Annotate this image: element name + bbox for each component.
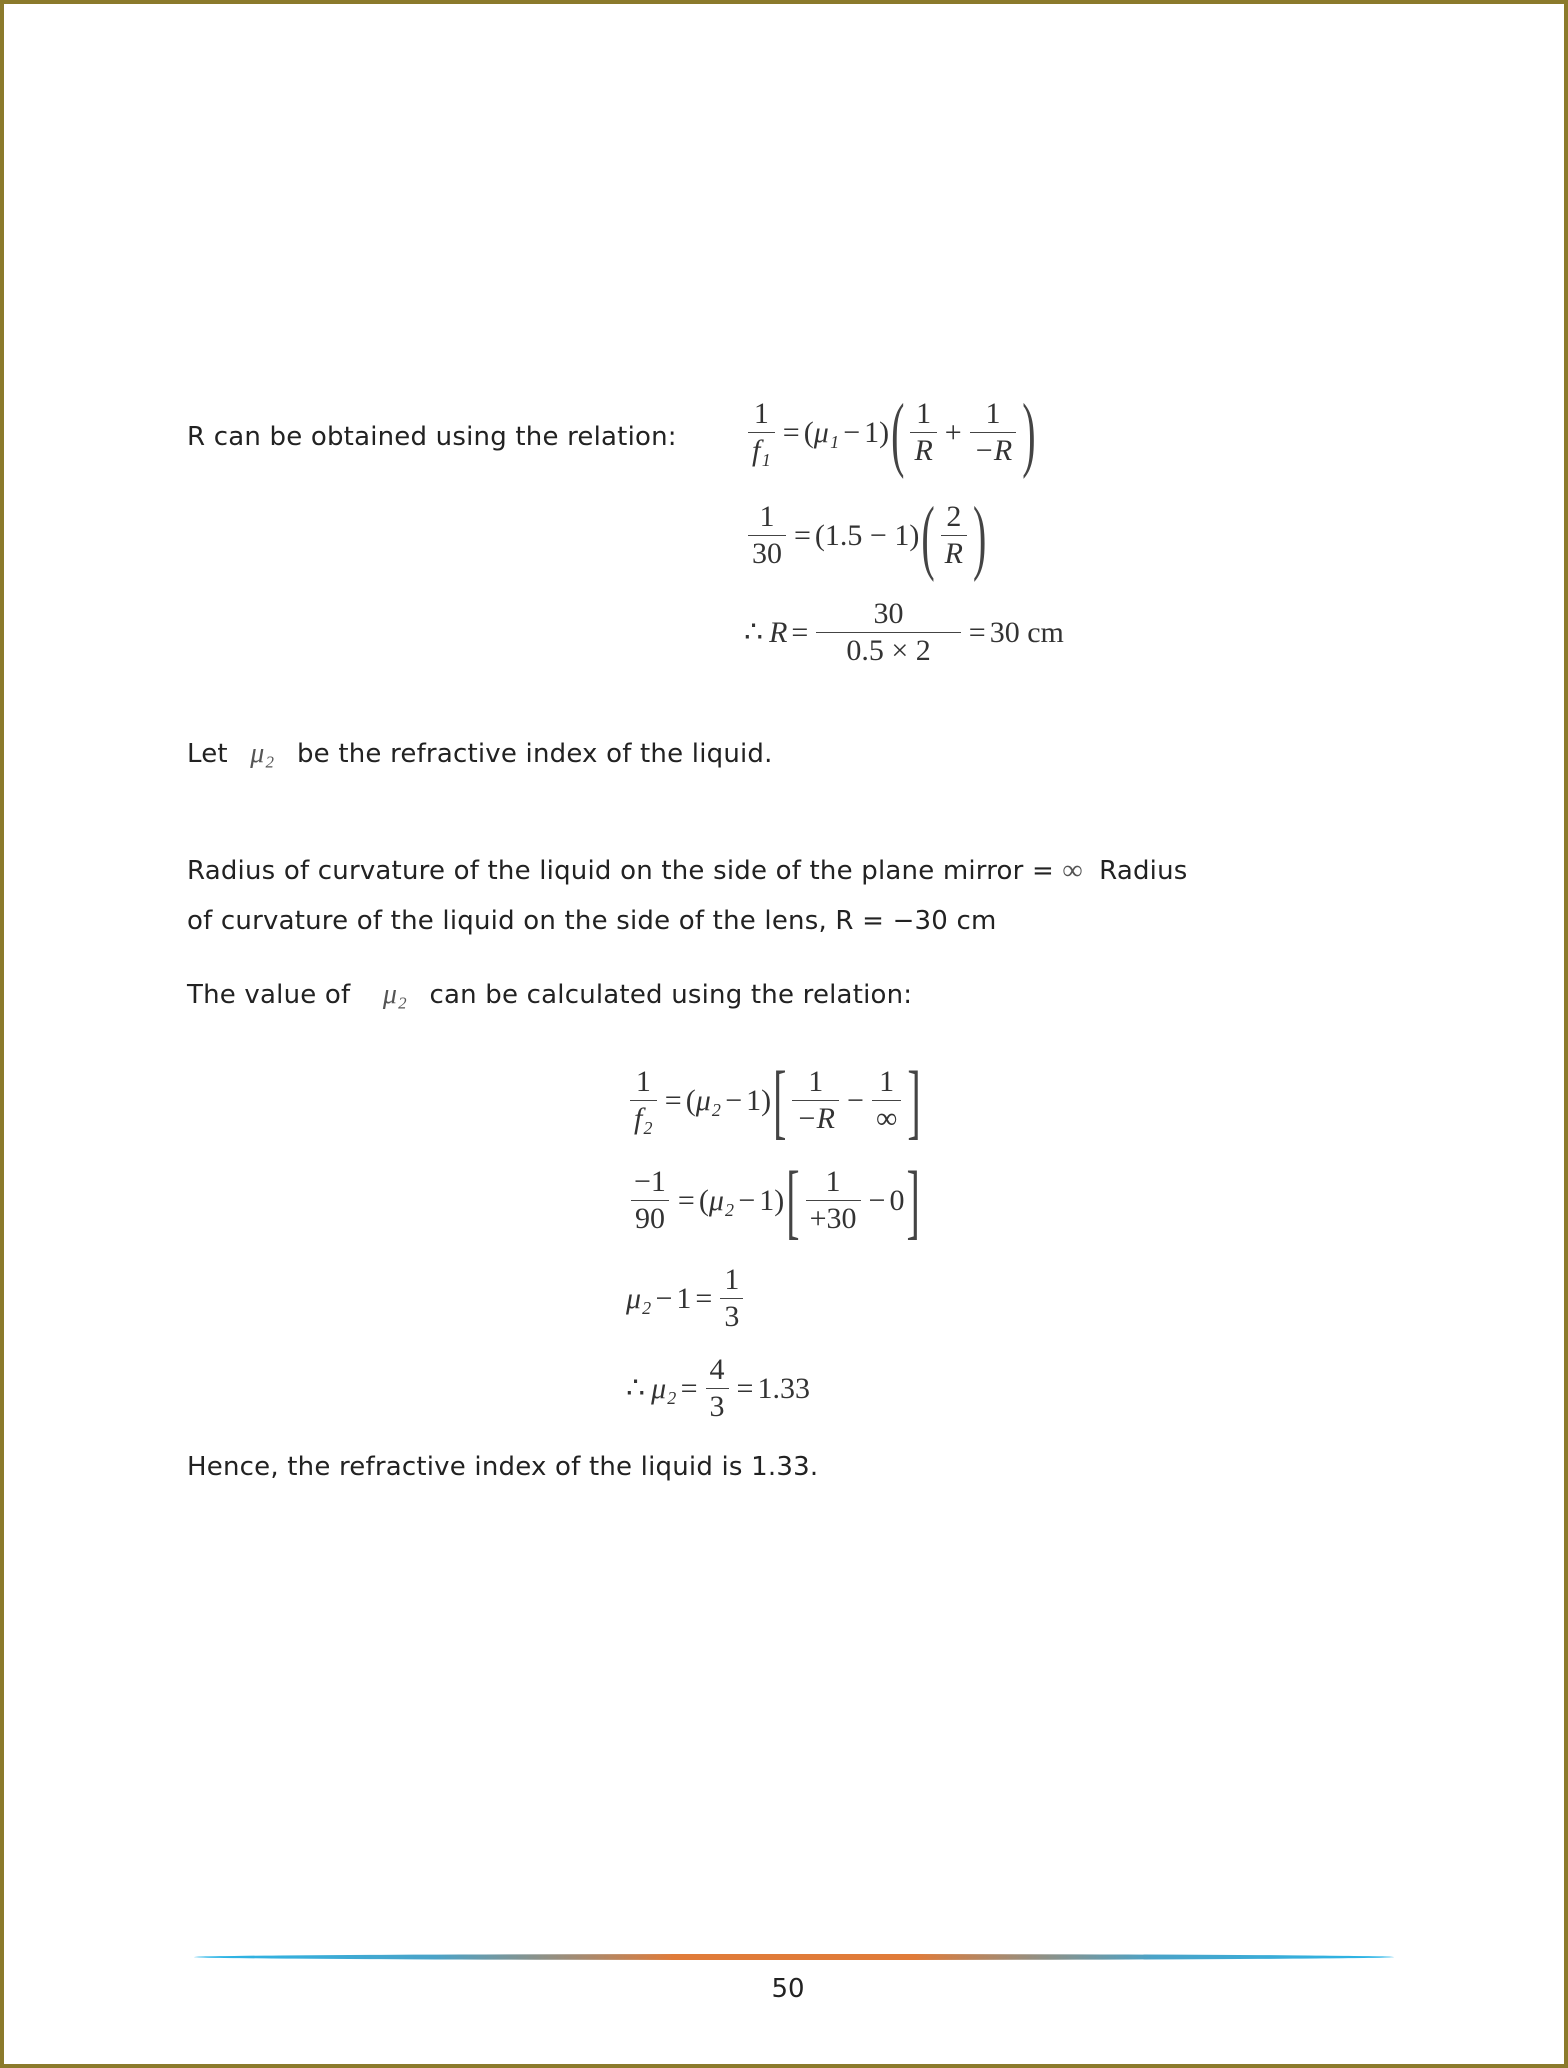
value-statement bbox=[187, 979, 912, 1011]
big-paren: ) bbox=[972, 488, 987, 583]
minus: − bbox=[847, 1083, 864, 1117]
big-paren: ) bbox=[1022, 385, 1036, 480]
numerator: 1 bbox=[916, 397, 932, 430]
big-bracket: ] bbox=[907, 1053, 921, 1148]
page-number: 50 bbox=[771, 1974, 805, 2004]
mu-symbol: μ₂ bbox=[695, 1083, 722, 1117]
equals: = bbox=[782, 415, 800, 449]
mu-symbol: μ₂ bbox=[626, 1281, 652, 1315]
text: be the refractive index of the liquid. bbox=[296, 739, 773, 769]
radius-line-1 bbox=[187, 855, 1188, 887]
equals: = bbox=[968, 615, 986, 649]
equation-liquid-substitution bbox=[626, 1153, 922, 1248]
denominator: +30 bbox=[806, 1200, 861, 1237]
fraction bbox=[792, 1064, 839, 1137]
mu-symbol: μ₂ bbox=[382, 979, 408, 1010]
big-bracket: [ bbox=[786, 1153, 800, 1248]
equation-liquid-lens bbox=[626, 1053, 923, 1148]
denominator: 30 bbox=[748, 535, 786, 572]
result: 30 cm bbox=[989, 615, 1064, 649]
fraction bbox=[630, 1164, 670, 1237]
fraction bbox=[720, 1262, 743, 1335]
therefore-symbol: ∴ bbox=[744, 616, 764, 649]
fraction bbox=[941, 499, 967, 572]
fraction bbox=[872, 1064, 901, 1137]
equals: = bbox=[677, 1183, 695, 1217]
footer-divider bbox=[194, 1954, 1394, 1960]
denominator: 0.5 × 2 bbox=[816, 632, 960, 669]
minus: − bbox=[843, 415, 861, 449]
one: 1 bbox=[676, 1281, 692, 1315]
paren: ) bbox=[774, 1183, 785, 1217]
equals: = bbox=[794, 518, 811, 552]
paren: ( bbox=[803, 415, 814, 449]
big-bracket: ] bbox=[906, 1153, 920, 1248]
mu-symbol: μ₁ bbox=[813, 415, 840, 449]
zero: 0 bbox=[889, 1183, 905, 1217]
fraction bbox=[630, 1064, 657, 1137]
denominator: 90 bbox=[631, 1200, 669, 1237]
big-paren: ( bbox=[891, 385, 905, 480]
equals: = bbox=[736, 1371, 754, 1405]
denominator: f₂ bbox=[630, 1100, 657, 1137]
one: 1 bbox=[746, 1083, 762, 1117]
numerator: −1 bbox=[634, 1165, 666, 1198]
denominator: 3 bbox=[706, 1388, 729, 1425]
radius-line-2: of curvature of the liquid on the side of the lens, R = −30 cm bbox=[187, 906, 997, 936]
denominator: f₁ bbox=[748, 432, 775, 469]
numerator: 1 bbox=[985, 397, 1001, 430]
fraction bbox=[748, 499, 786, 572]
fraction bbox=[806, 1164, 861, 1237]
result: 1.33 bbox=[757, 1371, 810, 1405]
equals: = bbox=[791, 615, 809, 649]
minus: − bbox=[655, 1281, 673, 1315]
let-statement bbox=[187, 738, 773, 770]
therefore-symbol: ∴ bbox=[626, 1372, 646, 1405]
equation-mu-result bbox=[626, 1352, 810, 1425]
numerator: 30 bbox=[873, 597, 904, 630]
denominator: −R bbox=[792, 1100, 839, 1137]
minus: − bbox=[738, 1183, 756, 1217]
minus: − bbox=[725, 1083, 743, 1117]
big-bracket: [ bbox=[773, 1053, 787, 1148]
mu-symbol: μ₂ bbox=[708, 1183, 735, 1217]
text: The value of bbox=[187, 980, 351, 1010]
conclusion-text: Hence, the refractive index of the liquid is 1.33. bbox=[187, 1452, 819, 1482]
text: can be calculated using the relation: bbox=[429, 980, 913, 1010]
one: 1 bbox=[864, 415, 880, 449]
fraction bbox=[816, 596, 960, 669]
denominator: 3 bbox=[720, 1298, 743, 1335]
numerator: 2 bbox=[946, 500, 962, 533]
denominator: R bbox=[941, 535, 967, 572]
equation-mu-minus-one bbox=[626, 1262, 747, 1335]
big-paren: ( bbox=[921, 488, 935, 583]
text: Radius of curvature of the liquid on the side of the plane mirror = bbox=[187, 856, 1055, 886]
denominator: −R bbox=[970, 432, 1017, 469]
numerator: 1 bbox=[808, 1065, 824, 1098]
text: Radius bbox=[1099, 856, 1188, 886]
numerator: 1 bbox=[753, 397, 769, 430]
paren: ) bbox=[879, 415, 890, 449]
numerator: 1 bbox=[724, 1263, 740, 1296]
equals: = bbox=[664, 1083, 682, 1117]
factor: (1.5 − 1) bbox=[814, 518, 920, 552]
fraction bbox=[970, 396, 1017, 469]
fraction bbox=[910, 396, 936, 469]
fraction bbox=[748, 396, 775, 469]
text: Let bbox=[187, 739, 228, 769]
equation-result-R bbox=[744, 596, 1064, 669]
numerator: 1 bbox=[635, 1065, 651, 1098]
paren: ) bbox=[761, 1083, 772, 1117]
numerator: 1 bbox=[759, 500, 775, 533]
minus: − bbox=[868, 1183, 886, 1217]
intro-text: R can be obtained using the relation: bbox=[187, 422, 677, 452]
denominator: R bbox=[910, 432, 936, 469]
numerator: 4 bbox=[709, 1353, 725, 1386]
paren: ( bbox=[698, 1183, 709, 1217]
equals: = bbox=[695, 1281, 713, 1315]
equation-substitution bbox=[744, 488, 988, 583]
numerator: 1 bbox=[879, 1065, 895, 1098]
numerator: 1 bbox=[825, 1165, 841, 1198]
fraction bbox=[706, 1352, 729, 1425]
equals: = bbox=[680, 1371, 698, 1405]
plus: + bbox=[944, 415, 962, 449]
paren: ( bbox=[685, 1083, 696, 1117]
denominator: ∞ bbox=[872, 1100, 901, 1137]
equation-lens-maker bbox=[744, 385, 1038, 480]
variable-R: R bbox=[769, 615, 788, 649]
infinity-symbol: ∞ bbox=[1062, 855, 1083, 886]
mu-symbol: μ₂ bbox=[651, 1371, 677, 1405]
mu-symbol: μ₂ bbox=[250, 738, 275, 769]
one: 1 bbox=[759, 1183, 775, 1217]
